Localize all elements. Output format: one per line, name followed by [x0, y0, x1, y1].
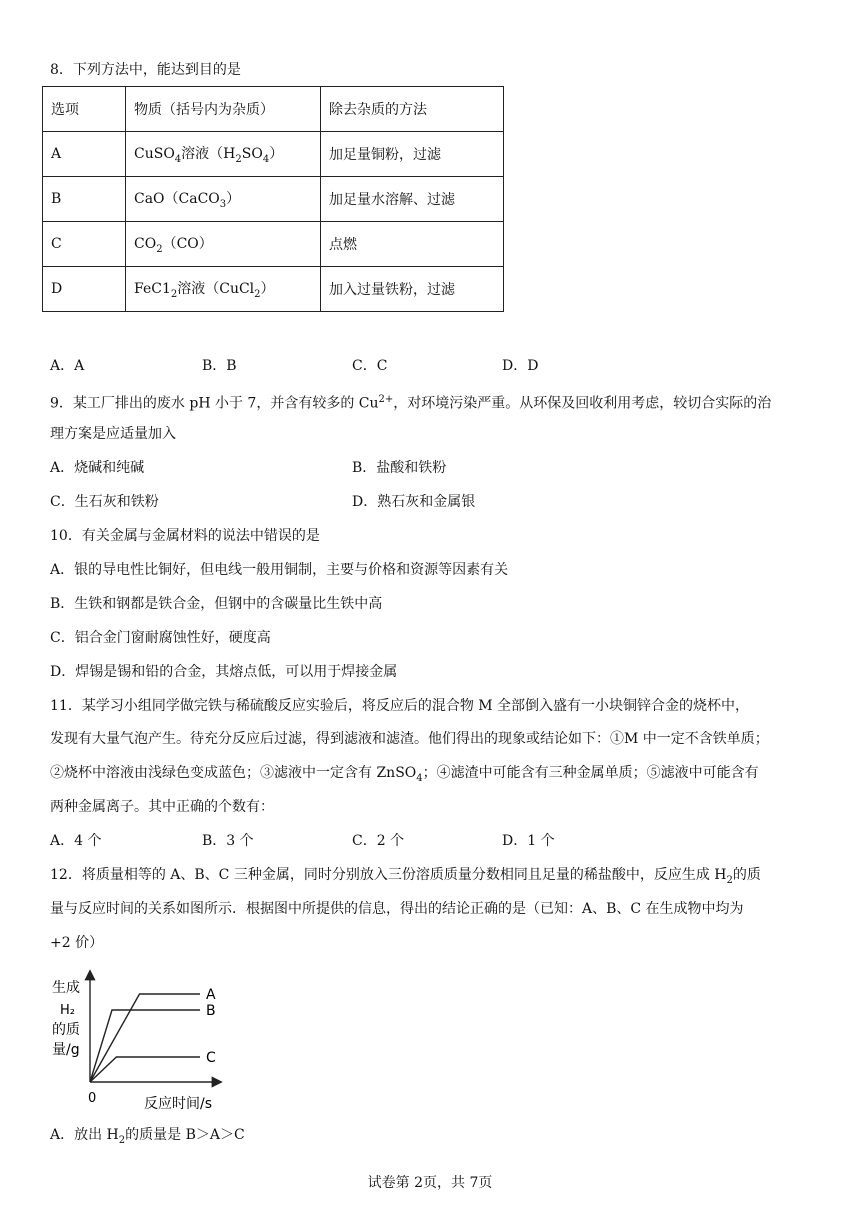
header-method: 除去杂质的方法	[321, 87, 504, 132]
table-row	[43, 87, 504, 132]
cell-substance: $CO_2(CO)$	[126, 222, 321, 267]
cell-option: B	[43, 177, 126, 222]
cell-method: 加入过量铁粉，过滤	[321, 267, 504, 312]
cell-option: C	[43, 222, 126, 267]
q11-stem-line4: 两种金属离子。其中正确的个数有：	[50, 799, 274, 815]
xlabel: 反应时间/s	[144, 1096, 213, 1112]
q12-stem-line3: +2 价）	[50, 935, 104, 951]
ylabel-line-1: 生成	[52, 980, 80, 996]
cell-option: D	[43, 267, 126, 312]
q11-option-a[interactable]: A．4 个	[50, 833, 102, 849]
q12-stem-line2: 量与反应时间的关系如图所示．根据图中所提供的信息，得出的结论正确的是（已知：A、B、C 在生成物中均为	[50, 901, 744, 917]
series-line-a	[90, 994, 200, 1082]
table-row	[43, 222, 504, 267]
header-option: 选项	[43, 87, 126, 132]
q9-option-c[interactable]: C．生石灰和铁粉	[50, 494, 159, 510]
q8-table	[42, 86, 504, 312]
cell-substance: $FeC1_2$溶液（CuCl$_2$）	[126, 267, 321, 312]
q11-stem-line1: 11．某学习小组同学做完铁与稀硫酸反应实验后，将反应后的混合物 M 全部倒入盛有一小块铜锌合金的烧杯中，	[50, 698, 750, 714]
cell-option: A	[43, 132, 126, 177]
q9-option-b[interactable]: B．盐酸和铁粉	[352, 460, 447, 476]
q11-stem-line2: 发现有大量气泡产生。待充分反应后过滤，得到滤液和滤渣。他们得出的现象或结论如下：①M 中一定不含铁单质；	[50, 731, 769, 747]
table-row	[43, 177, 504, 222]
q11-stem-line3: ②烧杯中溶液由浅绿色变成蓝色；③滤液中一定含有 ZnSO$_4$；④滤渣中可能含有三种金属单质；⑤滤液中可能含有	[50, 765, 759, 784]
q10-option-c[interactable]: C．铝合金门窗耐腐蚀性好，硬度高	[50, 630, 271, 646]
series-line-b	[90, 1010, 200, 1082]
series-line-c	[90, 1057, 200, 1082]
ylabel-line-3: 的质	[52, 1022, 80, 1038]
header-substance: 物质（括号内为杂质）	[126, 87, 321, 132]
cell-method: 加足量水溶解、过滤	[321, 177, 504, 222]
q9-option-d[interactable]: D．熟石灰和金属银	[352, 494, 476, 510]
q9-option-a[interactable]: A．烧碱和纯碱	[50, 460, 145, 476]
q8-option-d[interactable]: D．D	[502, 358, 539, 374]
q8-option-c[interactable]: C．C	[352, 358, 388, 374]
q11-option-b[interactable]: B．3 个	[202, 833, 254, 849]
cell-method: 加足量铜粉，过滤	[321, 132, 504, 177]
cell-method: 点燃	[321, 222, 504, 267]
origin-label: 0	[88, 1091, 97, 1106]
h2-mass-vs-time-chart	[44, 966, 234, 1112]
q9-stem-line1: 9．某工厂排出的废水 pH 小于 7，并含有较多的 $Cu^{2+}$，对环境污染严重。从环保及回收利用考虑，较切合实际的治	[50, 394, 772, 412]
q10-stem: 10．有关金属与金属材料的说法中错误的是	[50, 528, 320, 544]
q11-option-c[interactable]: C．2 个	[352, 833, 405, 849]
series-label-c: C	[206, 1050, 216, 1066]
q8-option-a[interactable]: A．A	[50, 358, 85, 374]
cell-substance: CaO（CaCO$_3$）	[126, 177, 321, 222]
q12-option-a[interactable]: A．放出 $H_2$的质量是 B＞A＞C	[50, 1127, 245, 1146]
q8-stem: 8．下列方法中，能达到目的是	[50, 62, 241, 78]
q9-stem-line2: 理方案是应适量加入	[50, 426, 176, 442]
q10-option-d[interactable]: D．焊锡是锡和铅的合金，其熔点低，可以用于焊接金属	[50, 664, 398, 680]
cell-substance: CuSO$_4$溶液$(H_2SO_4)$	[126, 132, 321, 177]
page-footer: 试卷第 2页，共 7页	[367, 1175, 493, 1191]
q8-option-b[interactable]: B．B	[202, 358, 237, 374]
series-label-b: B	[206, 1003, 216, 1019]
q10-option-a[interactable]: A．银的导电性比铜好，但电线一般用铜制，主要与价格和资源等因素有关	[50, 562, 509, 578]
q11-option-d[interactable]: D．1 个	[502, 833, 555, 849]
table-row	[43, 132, 504, 177]
q12-stem-line1: 12．将质量相等的 A、B、C 三种金属，同时分别放入三份溶质质量分数相同且足量的稀盐酸中，反应生成 $H_2$的质	[50, 867, 761, 886]
ylabel-line-2: H₂	[60, 1003, 75, 1018]
ylabel-line-4: 量/g	[52, 1042, 80, 1058]
series-label-a: A	[206, 987, 216, 1003]
table-row	[43, 267, 504, 312]
q10-option-b[interactable]: B．生铁和钢都是铁合金，但钢中的含碳量比生铁中高	[50, 596, 383, 612]
